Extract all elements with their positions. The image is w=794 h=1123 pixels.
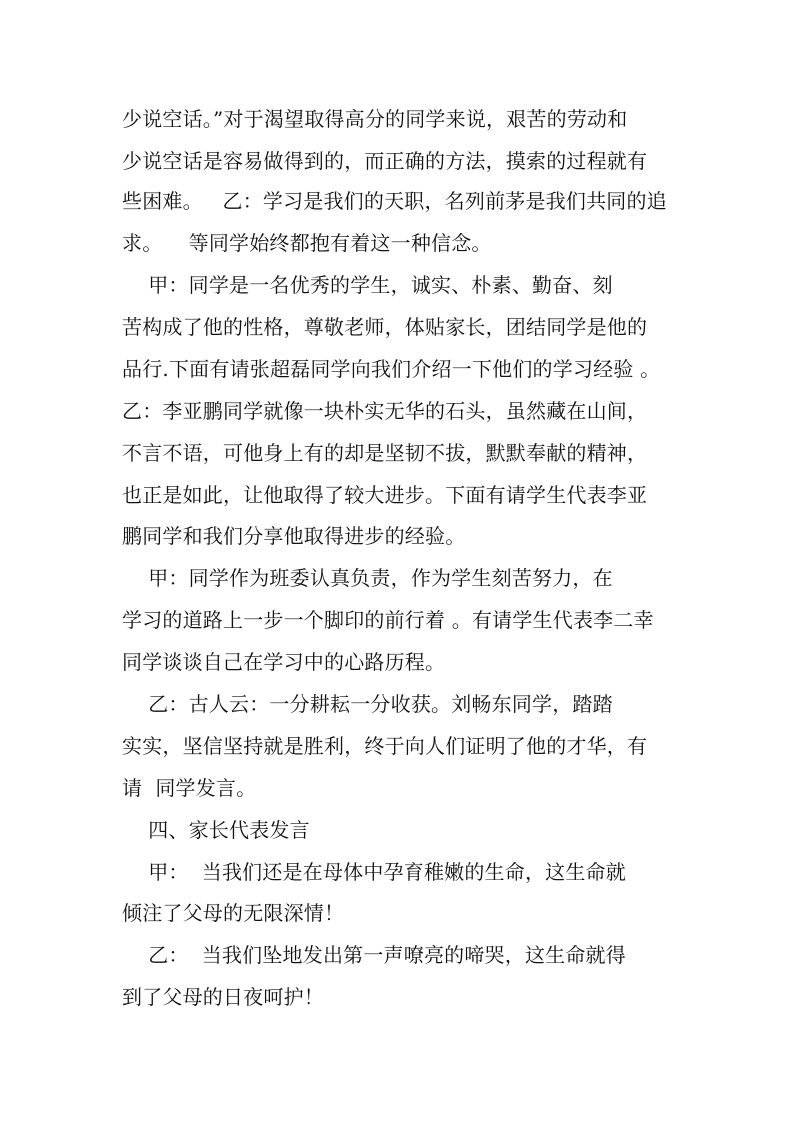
text-line: 请 同学发言。 (122, 776, 257, 800)
text-line: 少说空话。”对于渴望取得高分的同学来说，艰苦的劳动和 (122, 107, 628, 131)
text-line: 些困难。 乙：学习是我们的天职，名列前茅是我们共同的追 (122, 189, 667, 213)
text-line: 品行.下面有请张超磊同学向我们介绍一下他们的学习经验 。 (122, 357, 661, 381)
text-line: 乙：古人云：一分耕耘一分收获。刘畅东同学，踏踏 (122, 692, 613, 716)
text-line: 少说空话是容易做得到的，而正确的方法，摸索的过程就有 (122, 149, 648, 173)
text-line: 鹏同学和我们分享他取得进步的经验。 (122, 524, 466, 548)
text-line: 同学谈谈自己在学习中的心路历程。 (122, 650, 446, 674)
text-line: 到了父母的日夜呵护！ (122, 985, 324, 1009)
text-line: 甲：同学是一名优秀的学生，诚实、朴素、勤奋、刻 (122, 273, 613, 297)
text-line: 学习的道路上一步一个脚印的前行着 。有请学生代表李二幸 (122, 608, 654, 632)
text-line: 苦构成了他的性格，尊敬老师，体贴家长，团结同学是他的 (122, 315, 648, 339)
text-line: 乙： 当我们坠地发出第一声嘹亮的啼哭，这生命就得 (122, 943, 626, 967)
text-line: 甲：同学作为班委认真负责，作为学生刻苦努力，在 (122, 566, 613, 590)
text-line: 四、家长代表发言 (122, 818, 310, 842)
text-line: 倾注了父母的无限深情！ (122, 901, 345, 925)
text-line: 实实，坚信坚持就是胜利，终于向人们证明了他的才华，有 (122, 734, 648, 758)
text-line: 求。 等同学始终都抱有着这一种信念。 (122, 231, 492, 255)
text-line: 乙：李亚鹏同学就像一块朴实无华的石头，虽然藏在山间， (122, 399, 648, 423)
text-line: 甲： 当我们还是在母体中孕育稚嫩的生命，这生命就 (122, 860, 626, 884)
text-line: 不言不语，可他身上有的却是坚韧不拔，默默奉献的精神， (122, 441, 648, 465)
text-line: 也正是如此，让他取得了较大进步。下面有请学生代表李亚 (122, 483, 648, 507)
